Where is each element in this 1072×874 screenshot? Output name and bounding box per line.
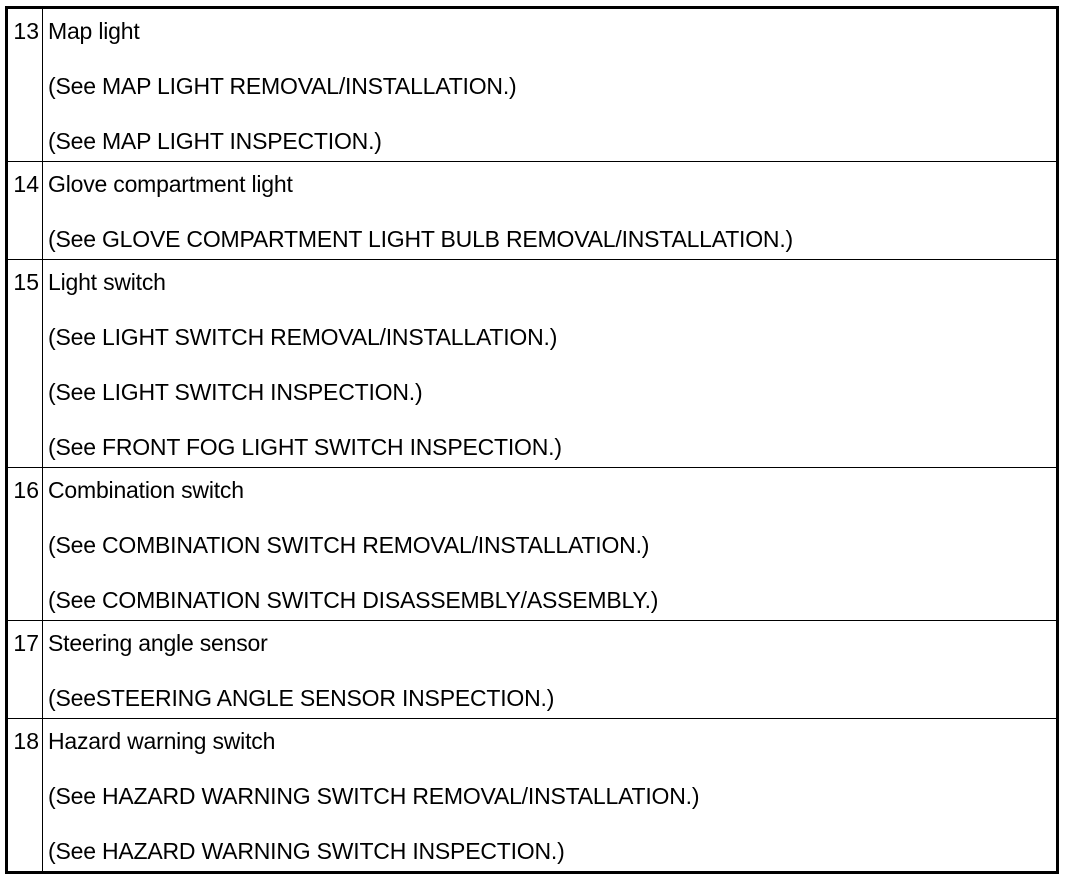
table-row bbox=[7, 719, 1058, 873]
item-description-cell bbox=[43, 260, 1058, 468]
item-reference-link[interactable]: (See COMBINATION SWITCH REMOVAL/INSTALLATION.) bbox=[48, 532, 650, 558]
item-title: Light switch bbox=[48, 269, 166, 295]
item-description-cell bbox=[43, 621, 1058, 719]
item-reference-link[interactable]: (See GLOVE COMPARTMENT LIGHT BULB REMOVAL/INSTALLATION.) bbox=[48, 226, 793, 252]
item-reference-link[interactable]: (SeeSTEERING ANGLE SENSOR INSPECTION.) bbox=[48, 685, 555, 711]
item-number: 18 bbox=[7, 719, 43, 873]
item-title: Map light bbox=[48, 18, 140, 44]
item-title: Steering angle sensor bbox=[48, 630, 268, 656]
table-row bbox=[7, 162, 1058, 260]
item-description-cell bbox=[43, 719, 1058, 873]
item-reference-link[interactable]: (See HAZARD WARNING SWITCH INSPECTION.) bbox=[48, 838, 565, 864]
item-title: Combination switch bbox=[48, 477, 244, 503]
item-reference-link[interactable]: (See LIGHT SWITCH INSPECTION.) bbox=[48, 379, 423, 405]
item-number: 13 bbox=[7, 8, 43, 162]
item-number: 17 bbox=[7, 621, 43, 719]
item-reference-link[interactable]: (See MAP LIGHT INSPECTION.) bbox=[48, 128, 382, 154]
item-title: Hazard warning switch bbox=[48, 728, 276, 754]
table-body bbox=[7, 8, 1058, 873]
item-reference-link[interactable]: (See MAP LIGHT REMOVAL/INSTALLATION.) bbox=[48, 73, 517, 99]
item-description-cell bbox=[43, 162, 1058, 260]
item-reference-link[interactable]: (See COMBINATION SWITCH DISASSEMBLY/ASSEMBLY.) bbox=[48, 587, 659, 613]
table-row bbox=[7, 8, 1058, 162]
item-reference-link[interactable]: (See LIGHT SWITCH REMOVAL/INSTALLATION.) bbox=[48, 324, 558, 350]
item-reference-link[interactable]: (See HAZARD WARNING SWITCH REMOVAL/INSTALLATION.) bbox=[48, 783, 700, 809]
item-description-cell bbox=[43, 8, 1058, 162]
item-title: Glove compartment light bbox=[48, 171, 293, 197]
table-row bbox=[7, 468, 1058, 621]
item-number: 14 bbox=[7, 162, 43, 260]
item-number: 16 bbox=[7, 468, 43, 621]
item-number: 15 bbox=[7, 260, 43, 468]
component-table bbox=[5, 6, 1059, 874]
table-row bbox=[7, 260, 1058, 468]
item-description-cell bbox=[43, 468, 1058, 621]
table-row bbox=[7, 621, 1058, 719]
item-reference-link[interactable]: (See FRONT FOG LIGHT SWITCH INSPECTION.) bbox=[48, 434, 562, 460]
